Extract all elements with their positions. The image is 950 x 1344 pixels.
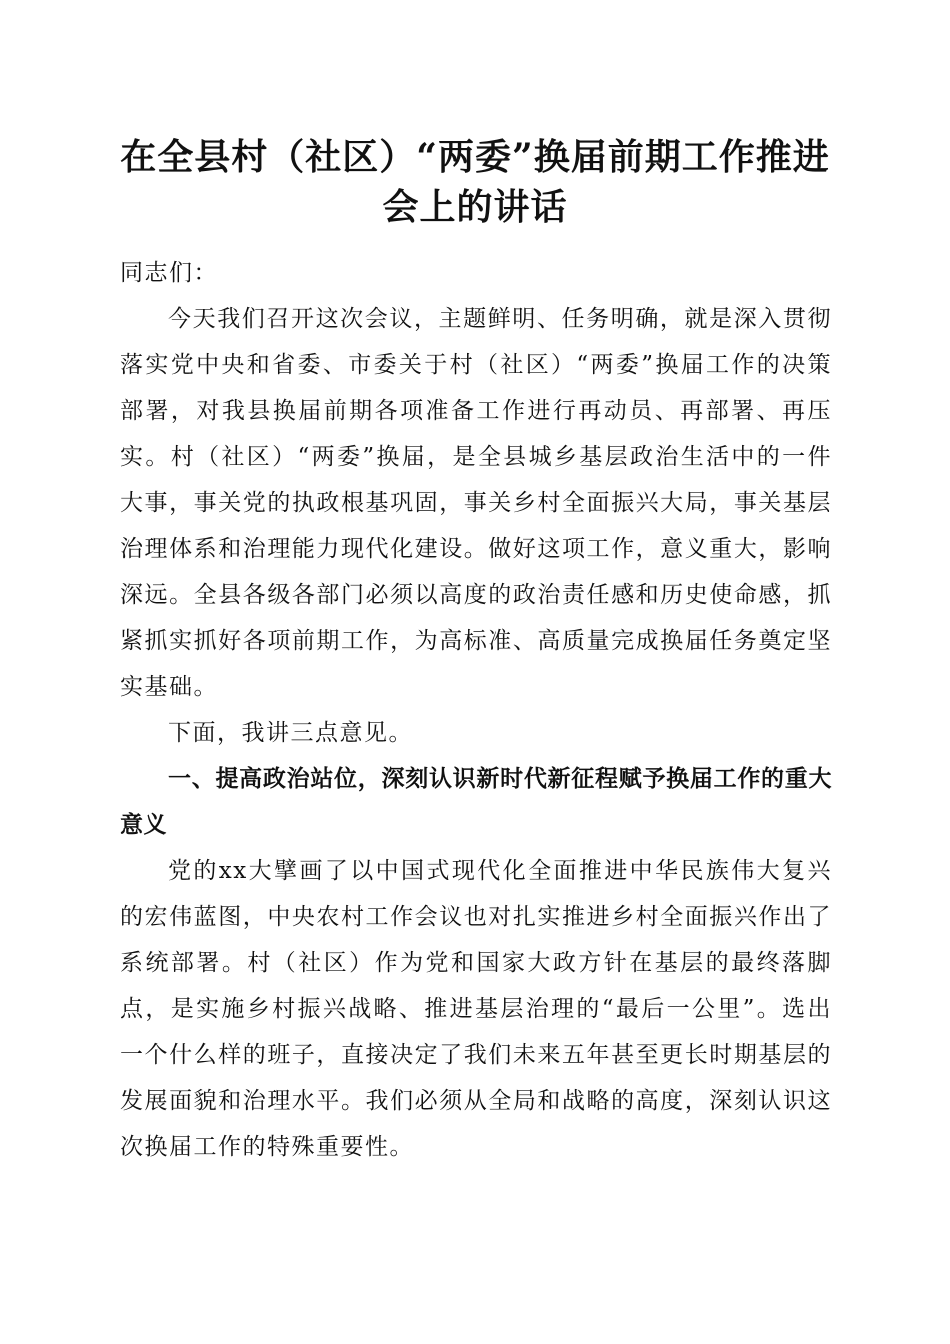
- transition-paragraph: 下面，我讲三点意见。: [168, 720, 413, 746]
- section1-paragraph-1: 党的xx大擘画了以中国式现代化全面推进中华民族伟大复兴的宏伟蓝图，中央农村工作会议也对扎实推进乡村全面振兴作出了系统部署。村（社区）作为党和国家大政方针在基层的最终落脚点，是实施乡村振兴战略、推进基层治理的“最后一公里”。选出一个什么样的班子，直接决定了我们未来五年甚至更长时期基层的发展面貌和治理水平。我们必须从全局和战略的高度，深刻认识这次换届工作的特殊重要性。: [120, 858, 832, 1160]
- salutation: 同志们：: [120, 260, 218, 286]
- document-title: 在全县村（社区）“两委”换届前期工作推进会上的讲话: [120, 136, 830, 228]
- section-heading-1: 一、提高政治站位，深刻认识新时代新征程赋予换届工作的重大意义: [120, 765, 832, 838]
- document-body: [120, 250, 832, 1170]
- intro-paragraph: 今天我们召开这次会议，主题鲜明、任务明确，就是深入贯彻落实党中央和省委、市委关于村（社区）“两委”换届工作的决策部署，对我县换届前期各项准备工作进行再动员、再部署、再压实。村（社区）“两委”换届，是全县城乡基层政治生活中的一件大事，事关党的执政根基巩固，事关乡村全面振兴大局，事关基层治理体系和治理能力现代化建设。做好这项工作，意义重大，影响深远。全县各级各部门必须以高度的政治责任感和历史使命感，抓紧抓实抓好各项前期工作，为高标准、高质量完成换届任务奠定坚实基础。: [120, 306, 832, 700]
